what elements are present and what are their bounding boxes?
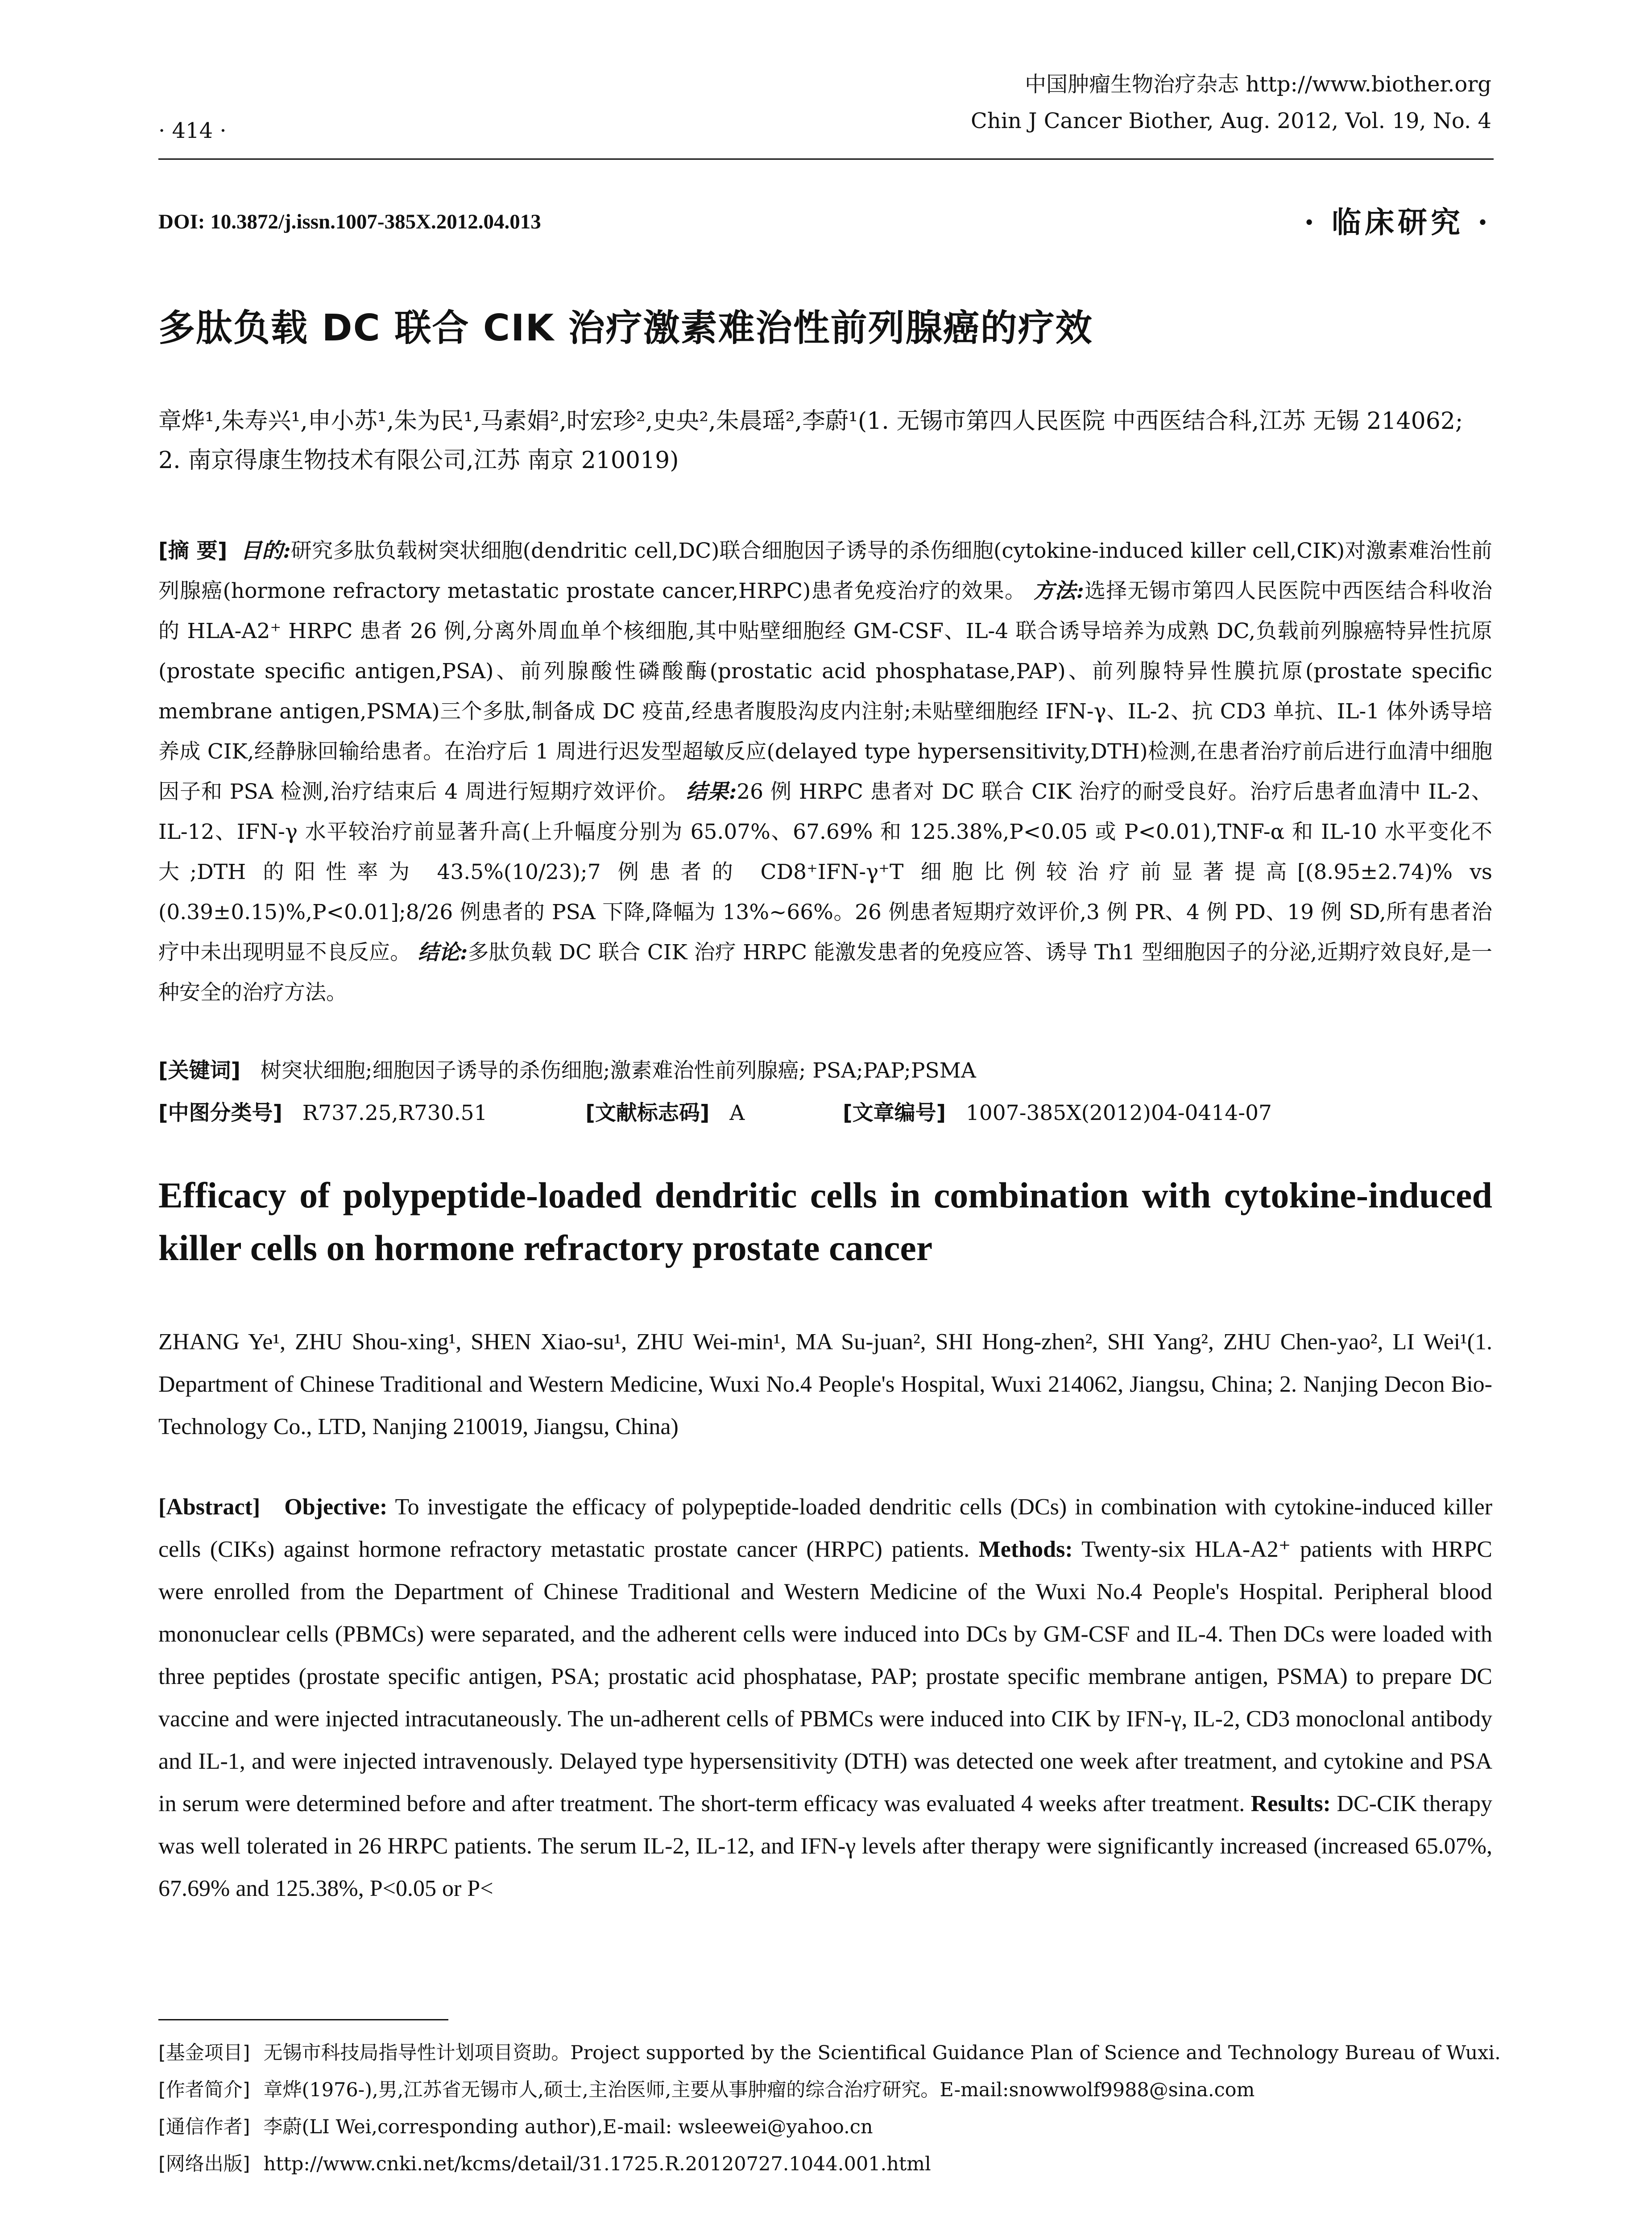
footnotes bbox=[158, 2035, 1501, 2183]
header-divider bbox=[158, 158, 1494, 160]
document-code: [文献标志码] A bbox=[585, 1101, 745, 1125]
methods-label: 方法: bbox=[1033, 579, 1084, 603]
keywords-text: 树突状细胞;细胞因子诱导的杀伤细胞;激素难治性前列腺癌; PSA;PAP;PSMA bbox=[260, 1058, 976, 1083]
abstract-label: [摘 要] bbox=[158, 539, 228, 563]
objective-label: 目的: bbox=[240, 539, 291, 563]
article-number: [文章编号] 1007-385X(2012)04-0414-07 bbox=[843, 1101, 1272, 1125]
results-en-label: Results: bbox=[1250, 1791, 1331, 1816]
conclusion-label: 结论: bbox=[418, 940, 468, 965]
chinese-keywords bbox=[158, 1051, 1492, 1091]
objective-en-label: Objective: bbox=[284, 1494, 388, 1520]
clc-number: [中图分类号] R737.25,R730.51 bbox=[158, 1101, 488, 1125]
methods-en-text: Twenty-six HLA-A2⁺ patients with HRPC were enrolled from the Department of Chinese Traditional and Western Medicine of the Wuxi No.4 People's Hospital. Peripheral blood mononuclear cells (PBMCs) were separated, and the adherent cells were induced into DCs by GM-CSF and IL-4. Then DCs were loaded with three peptides (prostate specific antigen, PSA; prostatic acid phosphatase, PAP; prostate specific membrane antigen, PSMA) to prepare DC vaccine and were injected intracutaneously. The un-adherent cells of PBMCs were induced into CIK by IFN-γ, IL-2, CD3 monoclonal antibody and IL-1, and were injected intravenously. Delayed type hypersensitivity (DTH) was detected one week after treatment, and cytokine and PSA in serum were determined before and after treatment. The short-term efficacy was evaluated 4 weeks after treatment. bbox=[158, 1537, 1492, 1816]
results-text: 26 例 HRPC 患者对 DC 联合 CIK 治疗的耐受良好。治疗后患者血清中 IL-2、IL-12、IFN-γ 水平较治疗前显著升高(上升幅度分别为 65.07%、67.69% 和 125.38%,P<0.05 或 P<0.01),TNF-α 和 IL-10 水平变化不大;DTH 的阳性率为 43.5%(10/23);7 例患者的 CD8⁺IFN-γ⁺T 细胞比例较治疗前显著提高[(8.95±2.74)% vs (0.39±0.15)%,P<0.01];8/26 例患者的 PSA 下降,降幅为 13%~66%。26 例患者短期疗效评价,3 例 PR、4 例 PD、19 例 SD,所有患者治疗中未出现明显不良反应。 bbox=[158, 780, 1492, 965]
english-abstract bbox=[158, 1486, 1492, 1910]
chinese-title: 多肽负载 DC 联合 CIK 治疗激素难治性前列腺癌的疗效 bbox=[158, 307, 1093, 349]
abstract-en-label: [Abstract] bbox=[158, 1494, 261, 1520]
chinese-abstract bbox=[158, 531, 1492, 1013]
footnote-corresponding: [通信作者] 李蔚(LI Wei,corresponding author),E-mail: wsleewei@yahoo.cn bbox=[158, 2116, 873, 2138]
online-url[interactable]: http://www.cnki.net/kcms/detail/31.1725.R.20120727.1044.001.html bbox=[263, 2153, 931, 2175]
footnote-author-bio: [作者简介] 章烨(1976-),男,江苏省无锡市人,硕士,主治医师,主要从事肿瘤的综合治疗研究。E-mail:snowwolf9988@sina.com bbox=[158, 2079, 1255, 2101]
running-header bbox=[971, 66, 1491, 139]
journal-name-line: 中国肿瘤生物治疗杂志 http://www.biother.org bbox=[1025, 72, 1491, 97]
methods-en-label: Methods: bbox=[978, 1537, 1073, 1562]
classification-row bbox=[158, 1093, 1492, 1133]
results-en-text: DC-CIK therapy was well tolerated in 26 HRPC patients. The serum IL-2, IL-12, and IFN-γ levels after therapy were significantly increased (increased 65.07%, 67.69% and 125.38%, P<0.05 or P< bbox=[158, 1791, 1492, 1901]
english-title: Efficacy of polypeptide-loaded dendritic cells in combination with cytokine-induced killer cells on hormone refractory prostate cancer bbox=[158, 1175, 1492, 1268]
methods-text: 选择无锡市第四人民医院中西医结合科收治的 HLA-A2⁺ HRPC 患者 26 例,分离外周血单个核细胞,其中贴壁细胞经 GM-CSF、IL-4 联合诱导培养为成熟 DC,负载前列腺癌特异性抗原(prostate specific antigen,PSA)、前列腺酸性磷酸酶(prostatic acid phosphatase,PAP)、前列腺特异性膜抗原(prostate specific membrane antigen,PSMA)三个多肽,制备成 DC 疫苗,经患者腹股沟皮内注射;未贴壁细胞经 IFN-γ、IL-2、抗 CD3 单抗、IL-1 体外诱导培养成 CIK,经静脉回输给患者。在治疗后 1 周进行迟发型超敏反应(delayed type hypersensitivity,DTH)检测,在患者治疗前后进行血清中细胞因子和 PSA 检测,治疗结束后 4 周进行短期疗效评价。 bbox=[158, 579, 1493, 804]
chinese-authors: 章烨¹,朱寿兴¹,申小苏¹,朱为民¹,马素娟²,时宏珍²,史央²,朱晨瑶²,李蔚¹(1. 无锡市第四人民医院 中西医结合科,江苏 无锡 214062; 2. 南京得康生物技术有限公司,江苏 南京 210019) bbox=[158, 408, 1463, 474]
footnote-online: [网络出版] http://www.cnki.net/kcms/detail/31.1725.R.20120727.1044.001.html bbox=[158, 2153, 931, 2175]
conclusion-text: 多肽负载 DC 联合 CIK 治疗 HRPC 能激发患者的免疫应答、诱导 Th1 型细胞因子的分泌,近期疗效良好,是一种安全的治疗方法。 bbox=[158, 940, 1492, 1005]
section-tag: · 临床研究 · bbox=[1304, 205, 1491, 240]
results-label: 结果: bbox=[686, 780, 737, 804]
journal-issue-line: Chin J Cancer Biother, Aug. 2012, Vol. 19, No. 4 bbox=[971, 108, 1491, 133]
english-authors: ZHANG Ye¹, ZHU Shou-xing¹, SHEN Xiao-su¹, ZHU Wei-min¹, MA Su-juan², SHI Hong-zhen², SHI Yang², ZHU Chen-yao², LI Wei¹(1. Department of Chinese Traditional and Western Medicine, Wuxi No.4 People's Hospital, Wuxi 214062, Jiangsu, China; 2. Nanjing Decon Bio-Technology Co., LTD, Nanjing 210019, Jiangsu, China) bbox=[158, 1329, 1492, 1439]
footnote-funding: [基金项目] 无锡市科技局指导性计划项目资助。Project supported by the Scientifical Guidance Plan of Science and Technology Bureau of Wuxi. bbox=[158, 2042, 1501, 2064]
objective-text: 研究多肽负载树突状细胞(dendritic cell,DC)联合细胞因子诱导的杀伤细胞(cytokine-induced killer cell,CIK)对激素难治性前列腺癌(hormone refractory metastatic prostate cancer,HRPC)患者免疫治疗的效果。 bbox=[158, 539, 1492, 603]
objective-en-text: To investigate the efficacy of polypeptide-loaded dendritic cells (DCs) in combination with cytokine-induced killer cells (CIKs) against hormone refractory metastatic prostate cancer (HRPC) patients. bbox=[158, 1494, 1493, 1562]
page-number: · 414 · bbox=[158, 118, 227, 143]
footnote-divider bbox=[158, 2019, 448, 2020]
doi: DOI: 10.3872/j.issn.1007-385X.2012.04.013 bbox=[158, 210, 541, 233]
keywords-label: [关键词] bbox=[158, 1058, 240, 1083]
